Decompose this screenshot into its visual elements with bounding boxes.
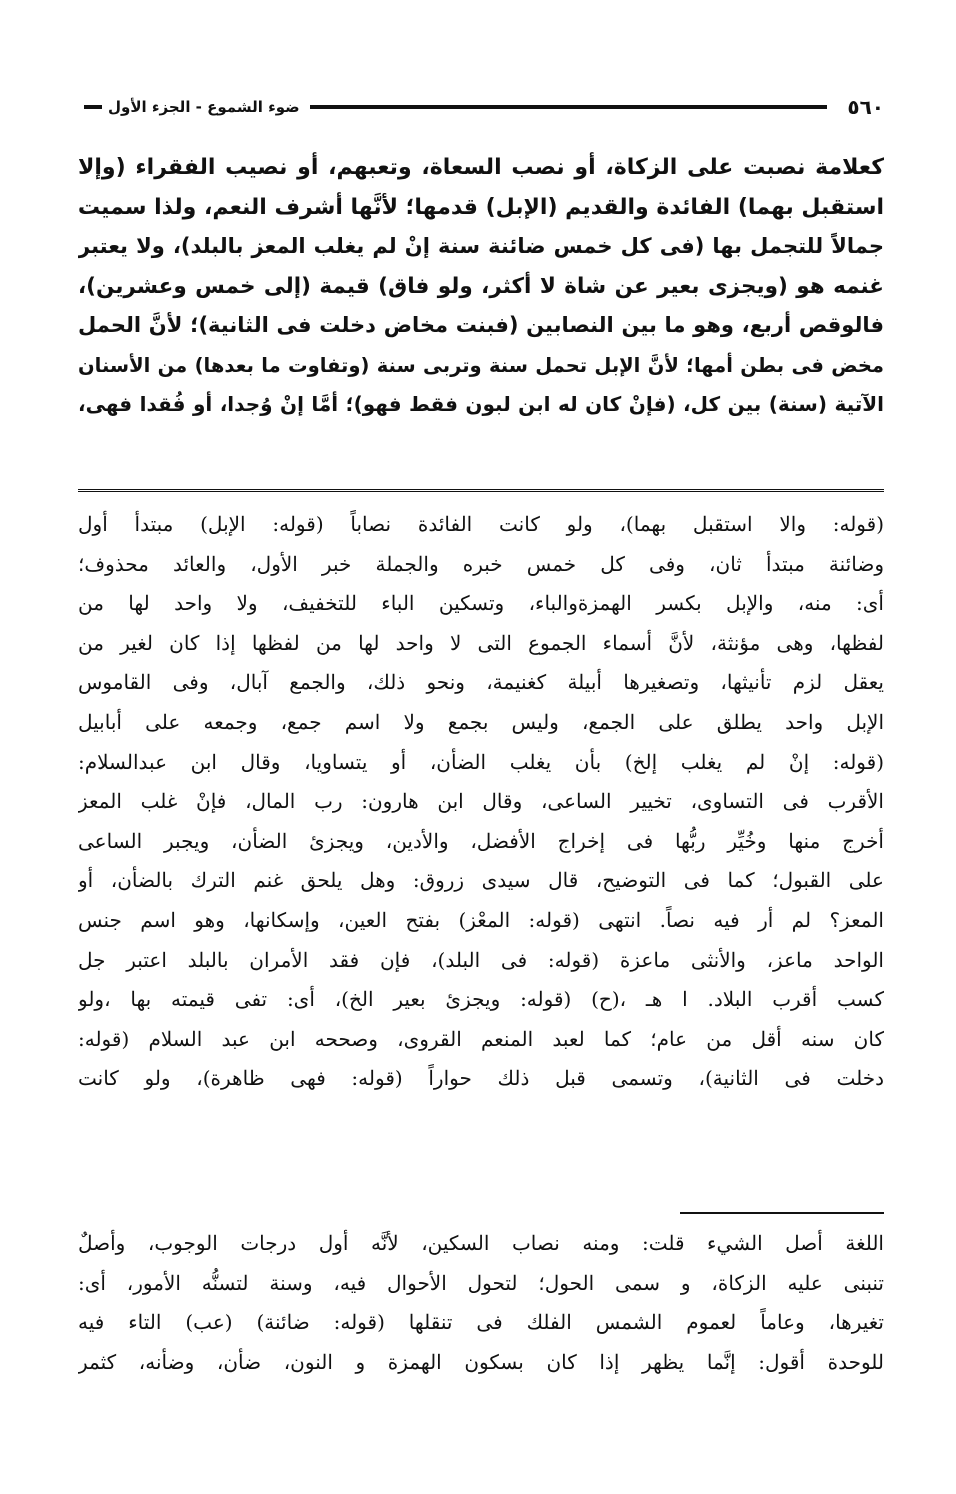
footnote-divider [680,1212,884,1214]
footnote-line: اللغة أصل الشيء قلت: ومنه نصاب السكين، لأنَّه أول درجات الوجوب، وأصلٌ [78,1231,884,1255]
page-header [78,92,884,122]
commentary-line: كان سنه أقل من عام؛ كما لعبد المنعم القروى، وصححه ابن عبد السلام (قوله: [78,1026,884,1051]
main-text-line: فالوقص أربع، وهو ما بين النصابين (فبنت مخاض دخلت فى الثانية)؛ لأنَّ الحمل [78,313,884,337]
commentary-line: (قوله: والا استقبل بهما)، ولو كانت الفائدة نصاباً (قوله: الإبل) مبتدأ أول [78,512,884,536]
main-text-line: جمالاً للتجمل بها (فى كل خمس ضائنة سنة إنْ لم يغلب المعز بالبلد)، ولا يعتبر [78,234,884,258]
commentary-line: الواحد ماعز، والأنثى ماعزة (قوله: فى البلد)، فإن فقد الأمران بالبلد اعتبر جل [78,947,884,972]
book-title: ضوء الشموع - الجزء الأول [108,98,300,116]
main-commentary-divider [78,489,884,492]
footnote-line: تنبنى عليه الزكاة، و سمى الحول؛ لتحول الأحوال فيه، وسنة لتسنُّه الأمور، أى: [78,1270,884,1295]
commentary-line: على القبول؛ كما فى التوضيح، قال سيدى زروق: وهل يلحق غنم الترك بالضأن، أو [78,868,884,893]
main-text-block [78,148,884,425]
footnotes-block [78,1224,884,1382]
main-text-line: استقبل بهما) الفائدة والقديم (الإبل) قدمها؛ لأنَّها أشرف النعم، ولذا سميت [78,194,884,220]
page-number: ٥٦٠ [847,95,884,119]
commentary-line: يعقل لزم تأنيثها، وتصغيرها أبيلة كغنيمة، ونحو ذلك، والجمع آبال، وفى القاموس [78,670,884,695]
commentary-line: الإبل واحد يطلق على الجمع، وليس بجمع ولا اسم جمع، وجمعه على أبابيل [78,709,884,734]
commentary-line: كسب أقرب البلاد. ا هـ ،(ح) (قوله: ويجزئ بعير الخ)، أى: تفى قيمته بها ،ولو [78,987,884,1012]
commentary-block [78,505,884,1099]
main-text-line: كعلامة نصبت على الزكاة، أو نصب السعاة، وتعبهم، أو نصيب الفقراء (وإلا [78,155,884,180]
header-dash [84,105,102,109]
commentary-line: أخرج منها وخُيِّر ربُّها فى إخراج الأفضل، والأدين، ويجزئ الضأن، ويجبر الساعى [78,828,884,853]
commentary-line: لفظها، وهى مؤنثة، لأنَّ أسماء الجموع التى لا واحد لها من لفظها إذا كان لغير من [78,630,884,655]
main-text-line: مخض فى بطن أمها؛ لأنَّ الإبل تحمل سنة وتربى سنة (وتفاوت ما بعدها) من الأسنان [78,353,884,377]
commentary-line: دخلت فى الثانية)، وتسمى قبل ذلك حواراً (قوله: فهى ظاهرة)، ولو كانت [78,1066,884,1091]
commentary-line: (قوله: إنْ لم يغلب إلخ) بأن يغلب الضأن، أو يتساويا، وقال ابن عبدالسلام: [78,749,884,774]
main-text-line: الآتية (سنة) بين كل، (فإنْ كان له ابن لبون فقط فهو)؛ أمَّا إنْ وُجدا، أو فُقدا فهى، [78,392,884,416]
header-rule [310,105,828,109]
footnote-line: للوحدة أقول: إنَّما يظهر إذا كان بسكون الهمزة و النون، ضأن، وضأنه، كثمر [78,1349,884,1374]
commentary-line: المعز؟ لم أر فيه نصاً. انتهى (قوله: المعْز) بفتح العين، وإسكانها، وهو اسم جنس [78,907,884,932]
footnote-line: تغيرها، وعاماً لعموم الشمس الفلك فى تنقلها (قوله: ضائنة) (عب) التاء فيه [78,1310,884,1335]
commentary-line: أى: منه، والإبل بكسر الهمزةوالباء، وتسكين الباء للتخفيف، ولا واحد لها من [78,591,884,616]
main-text-line: غنمه هو (ويجزى بعير عن شاة لا أكثر، ولو فاق) قيمة (إلى خمس وعشرين)، [78,273,884,299]
commentary-line: الأقرب فى التساوى، تخيير الساعى، وقال ابن هارون: رب المال، فإنْ غلب المعز [78,789,884,814]
commentary-line: وضائنة مبتدأ ثان، وفى كل خمس خبره والجملة خبر الأول، والعائد محذوف؛ [78,551,884,576]
